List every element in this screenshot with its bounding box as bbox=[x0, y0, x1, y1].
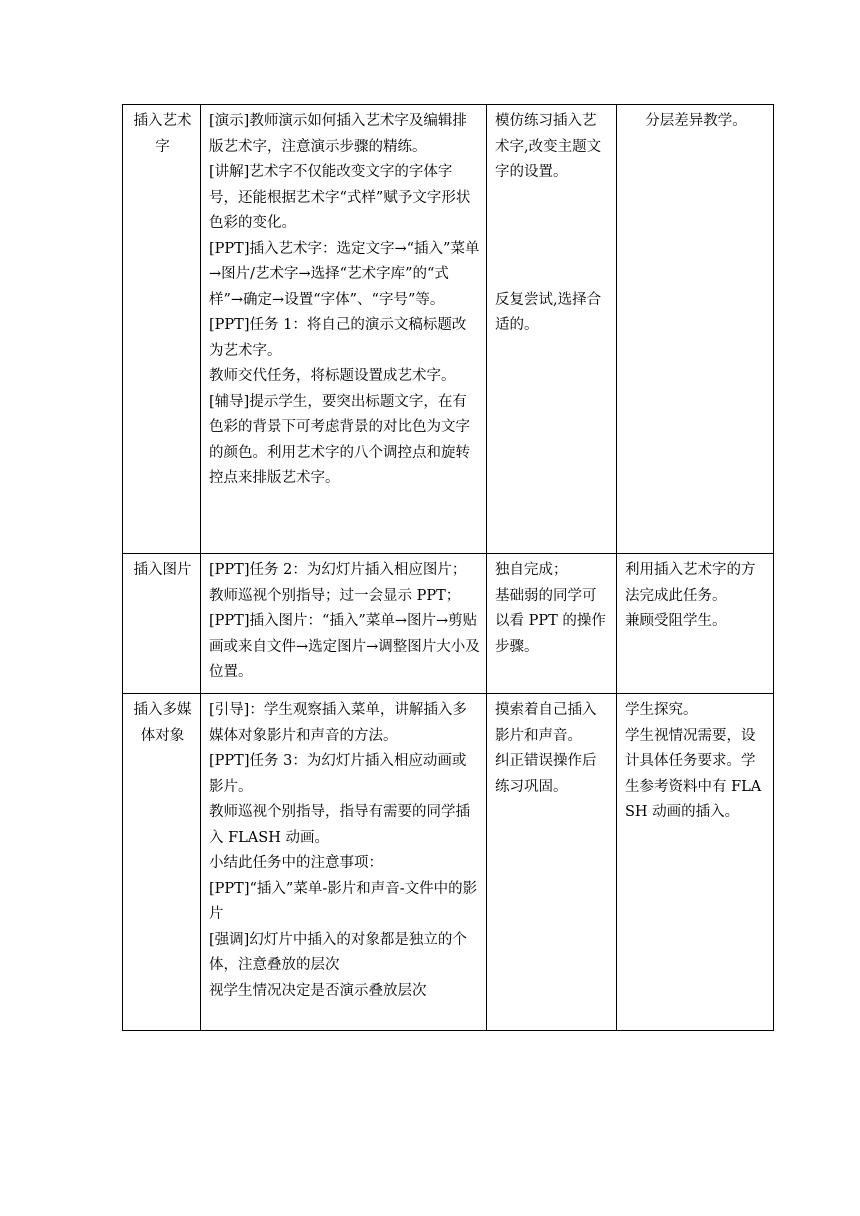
activity-line: [讲解]艺术字不仅能改变文字的字体字号，还能根据艺术字“式样”赋予文字形状色彩的变化。 bbox=[209, 164, 471, 231]
topic-text: 插入多媒体对象 bbox=[133, 702, 192, 744]
note-line: 学生视情况需要，设计具体任务要求。学生参考资料中有 FLASH 动画的插入。 bbox=[625, 727, 762, 820]
topic-text: 插入图片 bbox=[133, 562, 192, 578]
activity-line: 视学生情况决定是否演示叠放层次 bbox=[209, 982, 427, 999]
student-line: 摸索着自己插入影片和声音。 bbox=[495, 702, 597, 744]
topic-cell bbox=[123, 554, 201, 694]
teacher-activity-cell bbox=[201, 694, 487, 1031]
activity-line: [PPT]任务 2：为幻灯片插入相应图片； bbox=[209, 562, 467, 578]
activity-line: [辅导]提示学生，要突出标题文字，在有色彩的背景下可考虑背景的对比色为文字的颜色。利用艺术字的八个调控点和旋转控点来排版艺术字。 bbox=[209, 393, 470, 486]
activity-line: 教师巡视个别指导；过一会显示 PPT； bbox=[209, 587, 461, 604]
teacher-activity-cell bbox=[201, 105, 487, 554]
student-line: 反复尝试,选择合适的。 bbox=[495, 291, 602, 333]
teacher-activity-cell bbox=[201, 554, 487, 694]
activity-line: [PPT]任务 1：将自己的演示文稿标题改为艺术字。 bbox=[209, 317, 467, 359]
student-line: 独自完成； bbox=[495, 562, 568, 578]
activity-line: [PPT]任务 3：为幻灯片插入相应动画或影片。 bbox=[209, 753, 467, 795]
student-line: 纠正错误操作后练习巩固。 bbox=[495, 753, 597, 795]
lesson-plan-table bbox=[122, 104, 774, 1031]
activity-line: [PPT]插入艺术字：选定文字→“插入”菜单→图片/艺术字→选择“艺术字库”的“式样”→确定→设置“字体”、“字号”等。 bbox=[209, 240, 480, 308]
student-activity-cell bbox=[487, 105, 617, 554]
activity-line: [演示]教师演示如何插入艺术字及编辑排版艺术字，注意演示步骤的精练。 bbox=[209, 113, 467, 155]
table-row bbox=[123, 694, 774, 1031]
activity-line: [强调]幻灯片中插入的对象都是独立的个体，注意叠放的层次 bbox=[209, 931, 467, 973]
activity-line: 小结此任务中的注意事项： bbox=[209, 855, 383, 871]
topic-cell bbox=[123, 694, 201, 1031]
student-activity-cell bbox=[487, 554, 617, 694]
activity-line: 教师巡视个别指导，指导有需要的同学插入 FLASH 动画。 bbox=[209, 804, 470, 846]
activity-line: [引导]：学生观察插入菜单，讲解插入多媒体对象影片和声音的方法。 bbox=[209, 702, 467, 744]
activity-line: [PPT]“插入”菜单-影片和声音-文件中的影片 bbox=[209, 880, 478, 922]
note-line: 兼顾受阻学生。 bbox=[625, 613, 727, 629]
topic-text: 插入艺术字 bbox=[133, 113, 192, 155]
note-cell bbox=[617, 105, 774, 554]
student-activity-cell bbox=[487, 694, 617, 1031]
note-cell bbox=[617, 694, 774, 1031]
note-line: 利用插入艺术字的方法完成此任务。 bbox=[625, 562, 756, 604]
student-line: 基础弱的同学可以看 PPT 的操作步骤。 bbox=[495, 587, 606, 655]
activity-line: [PPT]插入图片：“插入”菜单→图片→剪贴画或来自文件→选定图片→调整图片大小及位置。 bbox=[209, 613, 480, 680]
note-line: 分层差异教学。 bbox=[645, 113, 747, 129]
topic-cell bbox=[123, 105, 201, 554]
activity-line: 教师交代任务，将标题设置成艺术字。 bbox=[209, 368, 456, 384]
student-line: 模仿练习插入艺术字,改变主题文字的设置。 bbox=[495, 113, 602, 180]
note-line: 学生探究。 bbox=[625, 702, 698, 718]
table-row bbox=[123, 554, 774, 694]
table-row bbox=[123, 105, 774, 554]
note-cell bbox=[617, 554, 774, 694]
